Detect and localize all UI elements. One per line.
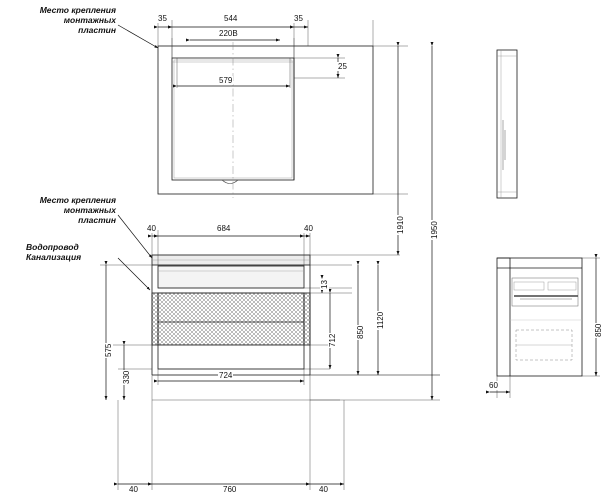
note-line: Место крепления [39, 5, 116, 15]
dim-40-right: 40 [304, 224, 313, 233]
dim-724: 724 [219, 371, 233, 380]
note-mount-plates-top [4, 6, 116, 35]
dim-40-bottom-right: 40 [319, 485, 328, 494]
dim-544: 544 [224, 14, 238, 23]
dim-579: 579 [219, 76, 233, 85]
dim-850: 850 [356, 325, 365, 339]
dim-684: 684 [217, 224, 231, 233]
dim-60: 60 [489, 381, 498, 390]
dim-330: 330 [122, 370, 131, 384]
note-line: пластин [78, 24, 116, 35]
dim-712: 712 [328, 333, 337, 347]
dim-575: 575 [104, 343, 113, 357]
dim-220v: 220В [219, 29, 238, 38]
dim-760: 760 [223, 485, 237, 494]
dim-25: 25 [338, 62, 347, 71]
dim-850-side: 850 [594, 323, 603, 337]
dim-1950: 1950 [430, 221, 439, 239]
note-line: Место крепления [39, 195, 116, 205]
dim-40-left: 40 [147, 224, 156, 233]
dim-35-left: 35 [158, 14, 167, 23]
dim-35-right: 35 [294, 14, 303, 23]
dim-13: 13 [320, 280, 329, 289]
note-line: пластин [78, 214, 116, 225]
dim-1120: 1120 [376, 311, 385, 329]
note-line: Канализация [26, 251, 82, 262]
dim-40-bottom-left: 40 [129, 485, 138, 494]
note-line: монтажных [63, 14, 116, 25]
dim-1910: 1910 [396, 216, 405, 234]
note-plumbing [26, 243, 121, 263]
note-mount-plates-bottom [4, 196, 116, 225]
note-line: монтажных [63, 204, 116, 215]
note-line: Водопровод [26, 242, 79, 252]
